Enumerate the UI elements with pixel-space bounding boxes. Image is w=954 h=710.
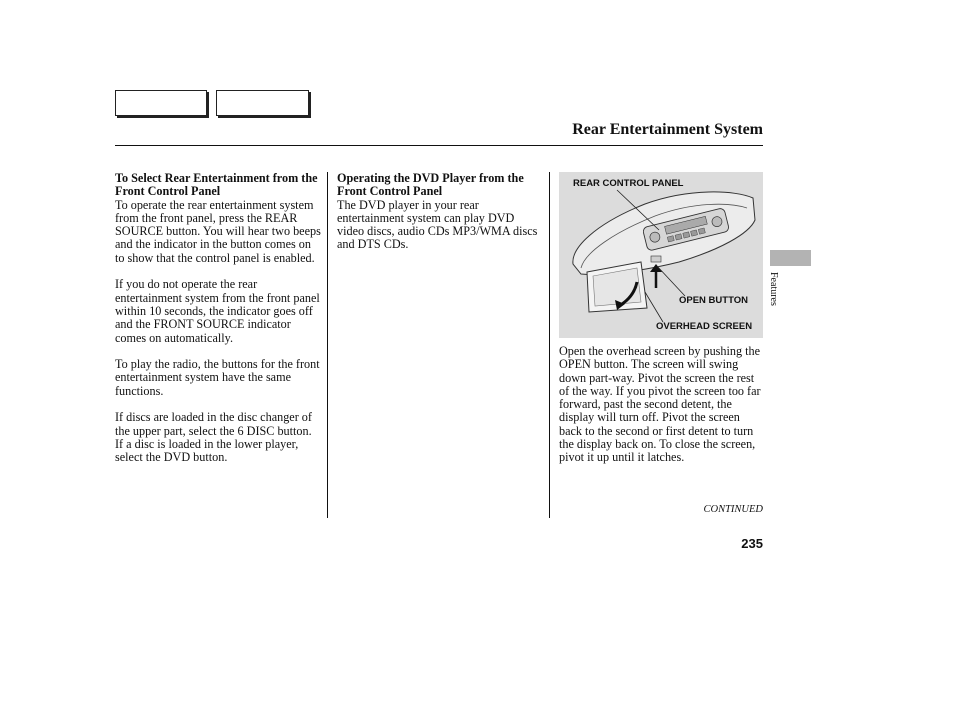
paragraph: If you do not operate the rear entertainment system from the front panel within 10 seconds, the indicator goes off and the FRONT SOURCE indicator comes on automatically. bbox=[115, 277, 320, 345]
label-open-button: OPEN BUTTON bbox=[679, 295, 748, 306]
header-rule bbox=[115, 145, 763, 146]
paragraph: If discs are loaded in the disc changer of the upper part, select the 6 DISC button. If a disc is loaded in the lower player, select the DVD button. bbox=[115, 410, 312, 465]
overhead-screen-illustration bbox=[559, 172, 763, 338]
page-number: 235 bbox=[741, 536, 763, 551]
right-column bbox=[559, 345, 763, 478]
paragraph: To play the radio, the buttons for the front entertainment system have the same functions. bbox=[115, 357, 320, 398]
nav-button-main-menu[interactable] bbox=[115, 90, 207, 116]
middle-column bbox=[337, 172, 542, 265]
column-divider bbox=[327, 172, 328, 518]
section-tab-label: Features bbox=[768, 272, 779, 306]
section-heading-rear-entertainment: To Select Rear Entertainment from the Front Control Panel bbox=[115, 171, 318, 199]
ceiling-console-drawing bbox=[559, 172, 763, 338]
label-overhead-screen: OVERHEAD SCREEN bbox=[656, 321, 753, 332]
left-column bbox=[115, 172, 321, 478]
paragraph: Open the overhead screen by pushing the OPEN button. The screen will swing down part-way. Pivot the screen the rest of the way. If you pivot the screen too far forward, past the second detent, the display will turn off. Pivot the screen back to the second or first detent to turn the display back on. To close the screen, pivot it up until it latches. bbox=[559, 344, 761, 465]
page-title: Rear Entertainment System bbox=[572, 121, 763, 138]
continued-label: CONTINUED bbox=[703, 504, 763, 515]
section-heading-dvd-player: Operating the DVD Player from the Front Control Panel bbox=[337, 171, 524, 199]
label-rear-control-panel: REAR CONTROL PANEL bbox=[573, 178, 684, 189]
section-tab-marker[interactable] bbox=[770, 250, 811, 266]
column-divider bbox=[549, 172, 550, 518]
paragraph: To operate the rear entertainment system from the front panel, press the REAR SOURCE button. You will hear two beeps and the indicator in the button comes on to show that the control panel is enabled. bbox=[115, 197, 321, 265]
nav-button-table-of-contents[interactable] bbox=[216, 90, 309, 116]
paragraph: The DVD player in your rear entertainment system can play DVD video discs, audio CDs MP3/WMA discs and DTS CDs. bbox=[337, 197, 538, 252]
